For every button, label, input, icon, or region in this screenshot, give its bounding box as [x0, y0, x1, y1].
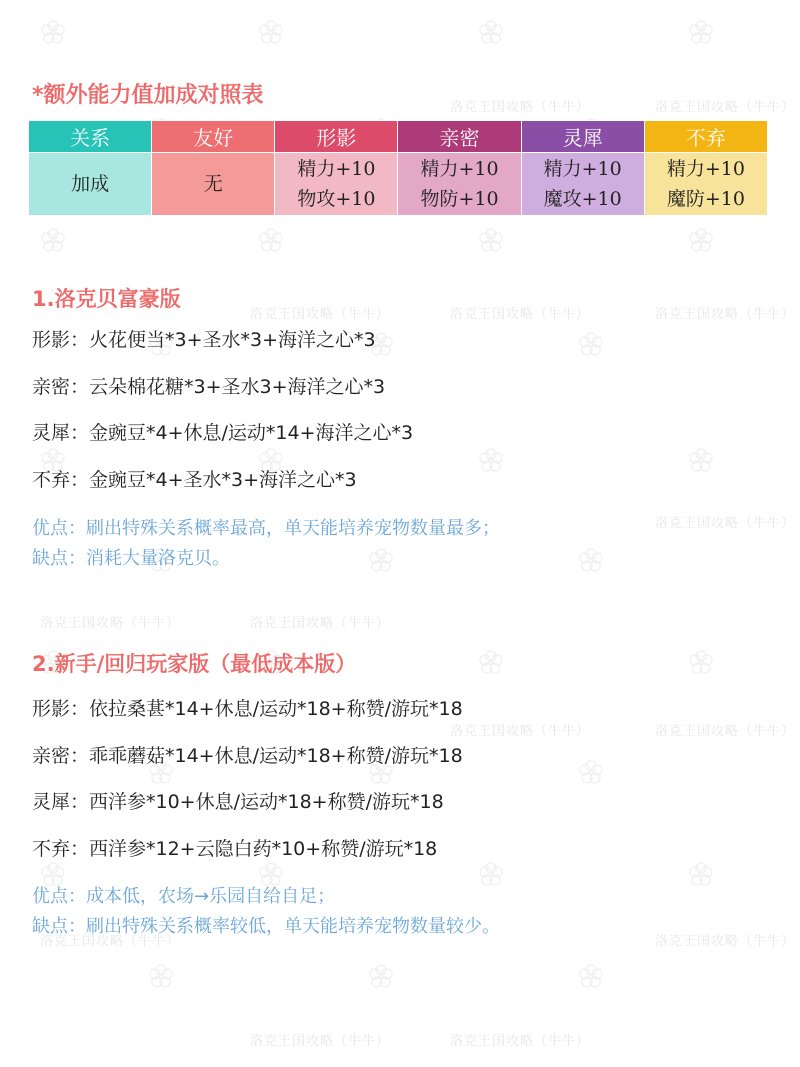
- pros-note: 优点：成本低，农场→乐园自给自足；: [32, 886, 336, 907]
- cell-value: 魔攻+10: [543, 188, 622, 210]
- recipe-line: 形影：火花便当*3+圣水*3+海洋之心*3: [32, 329, 376, 351]
- table-header-cell: 亲密: [398, 121, 521, 153]
- table-cell: [521, 153, 644, 216]
- watermark-flower-icon: [368, 964, 394, 990]
- table-row: [29, 153, 768, 216]
- recipe-line: 亲密：云朵棉花糖*3+圣水3+海洋之心*3: [32, 376, 386, 398]
- cons-note: 缺点：消耗大量洛克贝。: [32, 548, 230, 569]
- cell-value: 魔防+10: [666, 188, 745, 210]
- watermark-flower-icon: [258, 20, 284, 46]
- watermark-text: 洛克王国攻略（牛牛）: [250, 1034, 391, 1049]
- table-cell: [152, 153, 275, 216]
- table-header-cell: 关系: [29, 121, 152, 153]
- watermark-text: 洛克王国攻略（牛牛）: [450, 307, 591, 322]
- watermark-flower-icon: [148, 964, 174, 990]
- table-header-cell: 友好: [152, 121, 275, 153]
- watermark-text: 洛克王国攻略（牛牛）: [40, 616, 181, 631]
- watermark-text: 洛克王国攻略（牛牛）: [250, 616, 391, 631]
- watermark-text: 洛克王国攻略（牛牛）: [655, 100, 796, 115]
- cell-value: 精力+10: [543, 158, 622, 180]
- watermark-flower-icon: [478, 650, 504, 676]
- watermark-text: 洛克王国攻略（牛牛）: [450, 724, 591, 739]
- watermark-flower-icon: [368, 548, 394, 574]
- recipe-line: 形影：依拉桑葚*14+休息/运动*18+称赞/游玩*18: [32, 698, 463, 720]
- recipe-line: 不弃：金豌豆*4+圣水*3+海洋之心*3: [32, 469, 357, 491]
- cell-value: 精力+10: [297, 158, 376, 180]
- watermark-text: 洛克王国攻略（牛牛）: [250, 307, 391, 322]
- table-header-cell: 不弃: [644, 121, 767, 153]
- table-title: *额外能力值加成对照表: [32, 83, 264, 108]
- table-cell: [398, 153, 521, 216]
- cell-value: 精力+10: [666, 158, 745, 180]
- watermark-flower-icon: [40, 228, 66, 254]
- watermark-flower-icon: [40, 20, 66, 46]
- recipe-line: 亲密：乖乖蘑菇*14+休息/运动*18+称赞/游玩*18: [32, 745, 463, 767]
- section1-title: 1.洛克贝富豪版: [32, 287, 181, 311]
- bonus-table: [28, 120, 768, 216]
- cons-note: 缺点：刷出特殊关系概率较低，单天能培养宠物数量较少。: [32, 916, 500, 937]
- watermark-flower-icon: [478, 862, 504, 888]
- table-cell: [275, 153, 398, 216]
- recipe-line: 灵犀：金豌豆*4+休息/运动*14+海洋之心*3: [32, 422, 414, 444]
- watermark-text: 洛克王国攻略（牛牛）: [40, 934, 181, 949]
- section2-title: 2.新手/回归玩家版（最低成本版）: [32, 652, 357, 676]
- cell-value: 物防+10: [420, 188, 499, 210]
- table-header-row: [29, 121, 768, 153]
- table-header-cell: 灵犀: [521, 121, 644, 153]
- watermark-text: 洛克王国攻略（牛牛）: [655, 516, 796, 531]
- watermark-flower-icon: [258, 228, 284, 254]
- watermark-flower-icon: [478, 20, 504, 46]
- pros-note: 优点：刷出特殊关系概率最高，单天能培养宠物数量最多；: [32, 518, 500, 539]
- watermark-flower-icon: [688, 228, 714, 254]
- watermark-text: 洛克王国攻略（牛牛）: [655, 934, 796, 949]
- recipe-line: 不弃：西洋参*12+云隐白药*10+称赞/游玩*18: [32, 838, 438, 860]
- watermark-flower-icon: [578, 548, 604, 574]
- watermark-text: 洛克王国攻略（牛牛）: [450, 1034, 591, 1049]
- watermark-flower-icon: [688, 20, 714, 46]
- watermark-flower-icon: [688, 448, 714, 474]
- cell-value: 物攻+10: [297, 188, 376, 210]
- watermark-text: 洛克王国攻略（牛牛）: [655, 724, 796, 739]
- table-row-label: 加成: [29, 153, 152, 216]
- watermark-flower-icon: [578, 332, 604, 358]
- watermark-flower-icon: [478, 228, 504, 254]
- recipe-line: 灵犀：西洋参*10+休息/运动*18+称赞/游玩*18: [32, 791, 444, 813]
- watermark-flower-icon: [578, 760, 604, 786]
- watermark-flower-icon: [578, 964, 604, 990]
- cell-value: 精力+10: [420, 158, 499, 180]
- watermark-text: 洛克王国攻略（牛牛）: [450, 100, 591, 115]
- table-header-cell: 形影: [275, 121, 398, 153]
- watermark-text: 洛克王国攻略（牛牛）: [655, 307, 796, 322]
- cell-value: 无: [203, 173, 223, 195]
- watermark-flower-icon: [688, 650, 714, 676]
- watermark-flower-icon: [688, 862, 714, 888]
- watermark-flower-icon: [478, 448, 504, 474]
- table-cell: [644, 153, 767, 216]
